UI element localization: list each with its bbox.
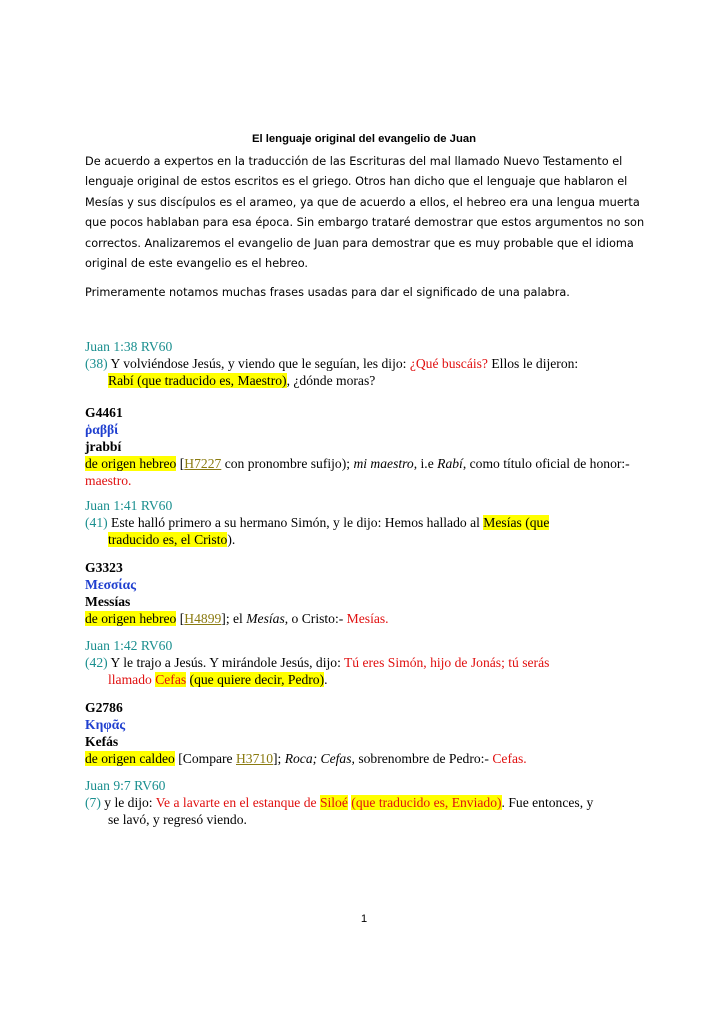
- verse-block-3: [85, 637, 645, 688]
- verse-block-2: [85, 497, 645, 548]
- verse-block-1: [85, 338, 645, 389]
- verse-number: (42): [85, 655, 108, 670]
- primer-paragraph: Primeramente notamos muchas frases usadas para dar el significado de una palabra.: [85, 286, 570, 299]
- origin-highlight: de origen hebreo: [85, 611, 177, 626]
- verse-words-of-jesus: ¿Qué buscáis?: [409, 356, 488, 371]
- verse-number: (38): [85, 356, 108, 371]
- verse-line: [85, 355, 645, 372]
- verse-text: , ¿dónde moras?: [286, 373, 376, 388]
- verse-text: Ellos le dijeron:: [487, 356, 579, 371]
- strong-code: G3323: [85, 560, 123, 575]
- strong-link[interactable]: H7227: [184, 456, 222, 471]
- verse-number: (7): [85, 795, 101, 810]
- translation-word: Cefas.: [492, 751, 527, 766]
- greek-word: Κηφᾶς: [85, 717, 126, 732]
- verse-reference: Juan 1:38 RV60: [85, 339, 173, 354]
- verse-line: llamado Cefas (que quiere decir, Pedro).: [108, 672, 328, 687]
- greek-word: Μεσσίας: [85, 577, 136, 592]
- highlighted-phrase: Cefas: [155, 672, 187, 687]
- strong-link[interactable]: H4899: [184, 611, 222, 626]
- highlighted-phrase: Siloé: [319, 795, 348, 810]
- translation-word: Mesías.: [346, 611, 389, 626]
- page-number: 1: [360, 913, 368, 925]
- verse-line: (42) Y le trajo a Jesús. Y mirándole Jesús, dijo: Tú eres Simón, hijo de Jonás; tú serás: [85, 655, 550, 670]
- transliteration: jrabbí: [85, 439, 122, 454]
- verse-block-4: [85, 777, 645, 828]
- verse-reference: Juan 1:42 RV60: [85, 638, 173, 653]
- transliteration: Messías: [85, 594, 131, 609]
- strong-entry-1: [85, 404, 645, 489]
- verse-line: traducido es, el Cristo).: [108, 532, 236, 547]
- strong-entry-2: [85, 559, 645, 627]
- intro-paragraph: De acuerdo a expertos en la traducción de las Escrituras del mal llamado Nuevo Testamento el lenguaje original de estos escritos es el griego. Otros han dicho que el lenguaje que hablaron el Mesías y sus discípulos es el arameo, ya que de acuerdo a ellos, el hebreo era una lengua muerta que pocos hablaban para esa época. Sin embargo trataré demostrar que estos argumentos no son correctos. Analizaremos el evangelio de Juan para demostrar que es muy probable que el idioma original de este evangelio es el hebreo.: [85, 155, 645, 271]
- strong-entry-3: [85, 699, 645, 767]
- strong-link[interactable]: H3710: [235, 751, 273, 766]
- verse-reference: Juan 1:41 RV60: [85, 498, 173, 513]
- origin-highlight: de origen caldeo: [85, 751, 175, 766]
- verse-number: (41): [85, 515, 108, 530]
- verse-words-of-jesus: Tú eres Simón, hijo de Jonás; tú serás: [344, 655, 550, 670]
- verse-line: (7) y le dijo: Ve a lavarte en el estanque de Siloé (que traducido es, Enviado). Fue entonces, y: [85, 795, 594, 810]
- highlighted-phrase: Rabí (que traducido es, Maestro): [108, 373, 287, 388]
- highlighted-phrase: Mesías (que: [483, 515, 550, 530]
- strong-code: G4461: [85, 405, 123, 420]
- definition: de origen hebreo [H4899]; el Mesías, o Cristo:- Mesías.: [85, 611, 389, 626]
- verse-line: se lavó, y regresó viendo.: [108, 812, 247, 827]
- translation-word: maestro.: [85, 473, 132, 488]
- definition: de origen hebreo [H7227 con pronombre sufijo); mi maestro, i.e Rabí, como título oficial de honor:- maestro.: [85, 456, 630, 488]
- document-title: El lenguaje original del evangelio de Juan: [251, 133, 477, 145]
- greek-word: ῥαββί: [85, 422, 119, 437]
- verse-text: Y volviéndose Jesús, y viendo que le seguían, les dijo:: [107, 356, 410, 371]
- highlighted-phrase: (que traducido es, Enviado): [351, 795, 502, 810]
- origin-highlight: de origen hebreo: [85, 456, 177, 471]
- verse-line: (41) Este halló primero a su hermano Simón, y le dijo: Hemos hallado al Mesías (que: [85, 515, 550, 530]
- verse-line: [85, 372, 645, 389]
- highlighted-phrase: (que quiere decir, Pedro): [189, 672, 325, 687]
- strong-code: G2786: [85, 700, 123, 715]
- transliteration: Kefás: [85, 734, 119, 749]
- verse-words-of-jesus: Ve a lavarte en el estanque de: [155, 795, 320, 810]
- highlighted-phrase: traducido es, el Cristo: [108, 532, 228, 547]
- verse-reference: Juan 9:7 RV60: [85, 778, 166, 793]
- definition: de origen caldeo [Compare H3710]; Roca; Cefas, sobrenombre de Pedro:- Cefas.: [85, 751, 527, 766]
